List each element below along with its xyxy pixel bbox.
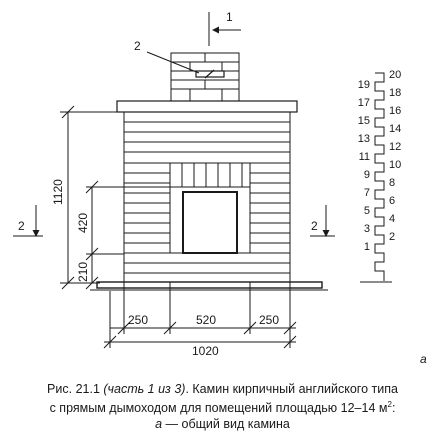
course-number-even: 4 bbox=[389, 213, 396, 225]
dim-opening-width: 520 bbox=[196, 313, 217, 327]
subfigure-letter: а bbox=[420, 352, 427, 366]
course-number-even: 20 bbox=[389, 69, 402, 81]
caption-line-2: с прямым дымоходом для помещений площадью 12–14 $м^2$: bbox=[49, 400, 396, 416]
course-number-even: 2 bbox=[389, 231, 396, 243]
vertical-dimension-lines bbox=[60, 106, 170, 289]
dim-side-left: 250 bbox=[128, 313, 149, 327]
dim-total-width: 1020 bbox=[192, 344, 219, 358]
course-number-odd: 9 bbox=[363, 169, 370, 181]
mantel-cap bbox=[117, 101, 297, 112]
course-number-even: 10 bbox=[389, 159, 402, 171]
course-profile bbox=[375, 73, 384, 281]
course-number-odd: 7 bbox=[363, 187, 370, 199]
course-number-odd: 1 bbox=[363, 241, 370, 253]
caption-line-1: Рис. 21.1 (часть 1 из 3). Камин кирпичный английского типа bbox=[47, 382, 398, 396]
caption-line-3: а — общий вид камина bbox=[155, 417, 290, 432]
course-number-even: 8 bbox=[389, 177, 396, 189]
course-number-even: 18 bbox=[389, 87, 402, 99]
dim-base-height: 210 bbox=[76, 261, 90, 282]
course-number-even: 16 bbox=[389, 105, 402, 117]
hearth bbox=[97, 282, 322, 288]
course-number-odd: 13 bbox=[357, 133, 370, 145]
dim-firebox-height: 420 bbox=[76, 212, 90, 233]
figure-caption bbox=[0, 381, 445, 432]
course-number-odd: 17 bbox=[357, 97, 370, 109]
course-number-even: 6 bbox=[389, 195, 396, 207]
course-number-odd: 15 bbox=[357, 115, 370, 127]
course-number-odd: 3 bbox=[363, 223, 370, 235]
course-number-odd: 19 bbox=[357, 79, 370, 91]
callout-2-label: 2 bbox=[134, 39, 141, 53]
section-2-right-label: 2 bbox=[311, 219, 318, 233]
dim-total-height: 1120 bbox=[51, 179, 65, 205]
firebox-opening bbox=[183, 192, 237, 253]
course-number-odd: 5 bbox=[363, 205, 370, 217]
course-labels bbox=[358, 69, 402, 253]
section-line-1 bbox=[209, 12, 241, 46]
course-number-even: 12 bbox=[389, 141, 402, 153]
section-1-label: 1 bbox=[226, 10, 233, 24]
section-2-left-label: 2 bbox=[18, 219, 25, 233]
firebox-arch bbox=[170, 163, 250, 187]
dim-side-right: 250 bbox=[259, 313, 280, 327]
course-number-even: 14 bbox=[389, 123, 402, 135]
damper-valve bbox=[196, 70, 224, 78]
course-number-odd: 11 bbox=[358, 151, 370, 163]
